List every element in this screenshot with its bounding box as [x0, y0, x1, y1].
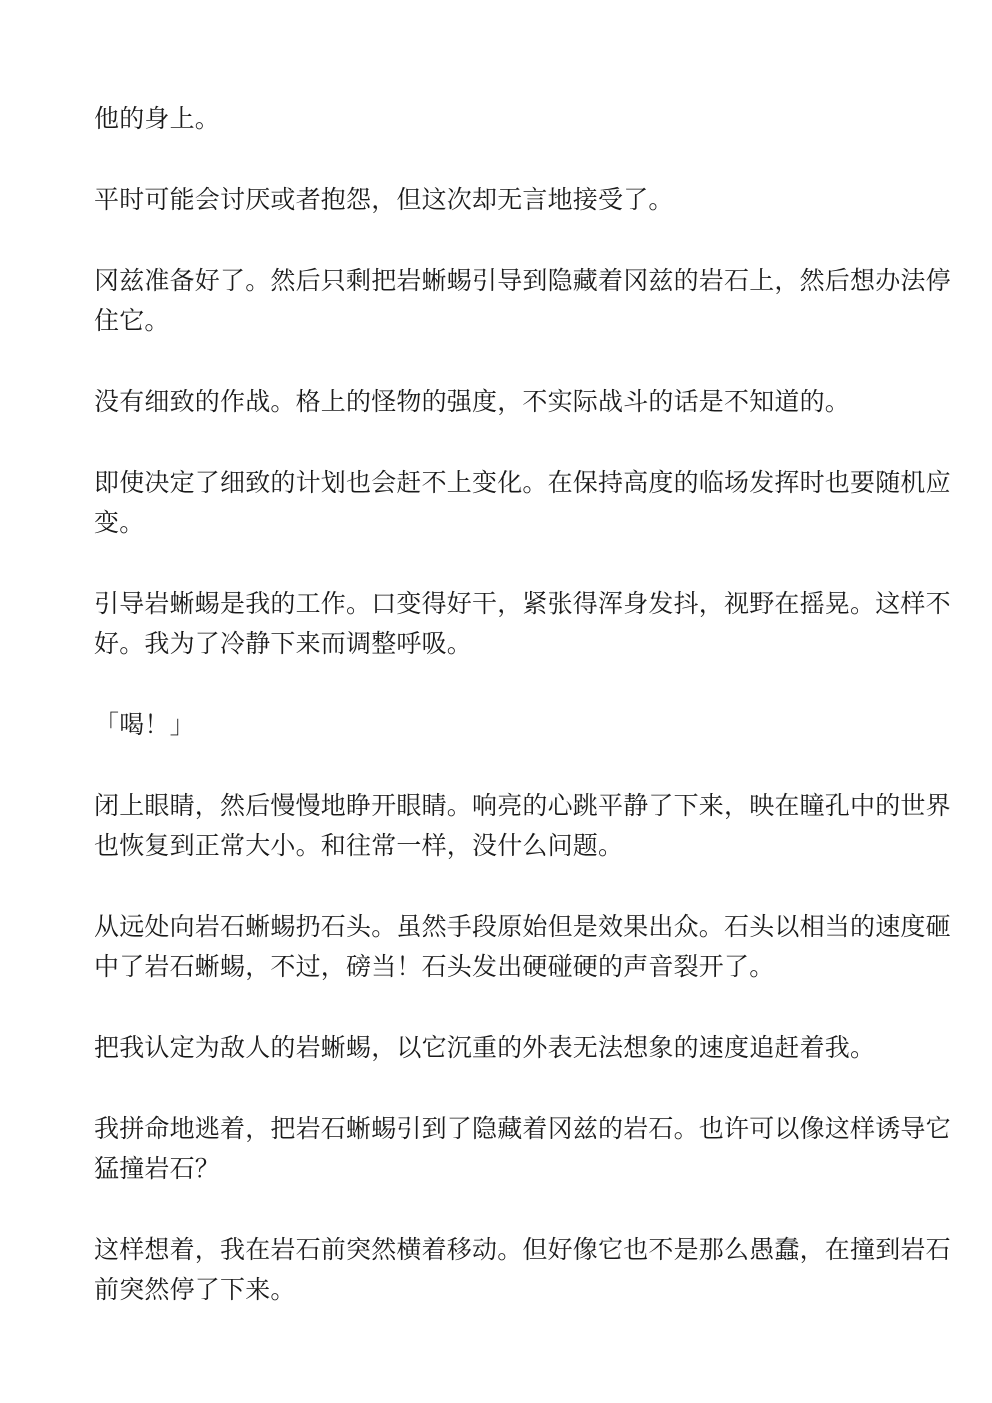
- paragraph-7: [94, 705, 892, 745]
- text-line: 从远处向岩石蜥蜴扔石头。虽然手段原始但是效果出众。石头以相当的速度砸: [94, 912, 951, 941]
- text-line: 把我认定为敌人的岩蜥蜴，以它沉重的外表无法想象的速度追赶着我。: [94, 1033, 876, 1062]
- text-line: 这样想着，我在岩石前突然横着移动。但好像它也不是那么愚蠢，在撞到岩石: [94, 1235, 951, 1264]
- text-line: 冈兹准备好了。然后只剩把岩蜥蜴引导到隐藏着冈兹的岩石上，然后想办法停: [94, 266, 951, 295]
- text-line: 引导岩蜥蜴是我的工作。口变得好干，紧张得浑身发抖，视野在摇晃。这样不: [94, 589, 951, 618]
- paragraph-9: [94, 907, 951, 987]
- text-line: 猛撞岩石？: [94, 1154, 221, 1183]
- text-line: 好。我为了冷静下来而调整呼吸。: [94, 629, 473, 658]
- paragraph-11: [94, 1109, 951, 1189]
- paragraph-2: [94, 180, 892, 220]
- text-line: 「喝！」: [94, 710, 195, 739]
- paragraph-10: [94, 1028, 892, 1068]
- text-line: 我拼命地逃着，把岩石蜥蜴引到了隐藏着冈兹的岩石。也许可以像这样诱导它: [94, 1114, 951, 1143]
- paragraph-3: [94, 261, 951, 341]
- text-line: 变。: [94, 508, 145, 537]
- text-line: 也恢复到正常大小。和往常一样，没什么问题。: [94, 831, 624, 860]
- paragraph-6: [94, 584, 951, 664]
- paragraph-4: [94, 382, 892, 422]
- paragraph-5: [94, 463, 951, 543]
- paragraph-8: [94, 786, 951, 866]
- text-line: 闭上眼睛，然后慢慢地睁开眼睛。响亮的心跳平静了下来，映在瞳孔中的世界: [94, 791, 951, 820]
- text-line: 即使决定了细致的计划也会赶不上变化。在保持高度的临场发挥时也要随机应: [94, 468, 951, 497]
- text-line: 中了岩石蜥蜴，不过，磅当！石头发出硬碰硬的声音裂开了。: [94, 952, 775, 981]
- text-line: 他的身上。: [94, 104, 221, 133]
- text-line: 住它。: [94, 306, 170, 335]
- text-line: 没有细致的作战。格上的怪物的强度，不实际战斗的话是不知道的。: [94, 387, 851, 416]
- paragraph-1: [94, 99, 892, 139]
- text-line: 前突然停了下来。: [94, 1275, 296, 1304]
- paragraph-12: [94, 1230, 951, 1310]
- text-line: 平时可能会讨厌或者抱怨，但这次却无言地接受了。: [94, 185, 674, 214]
